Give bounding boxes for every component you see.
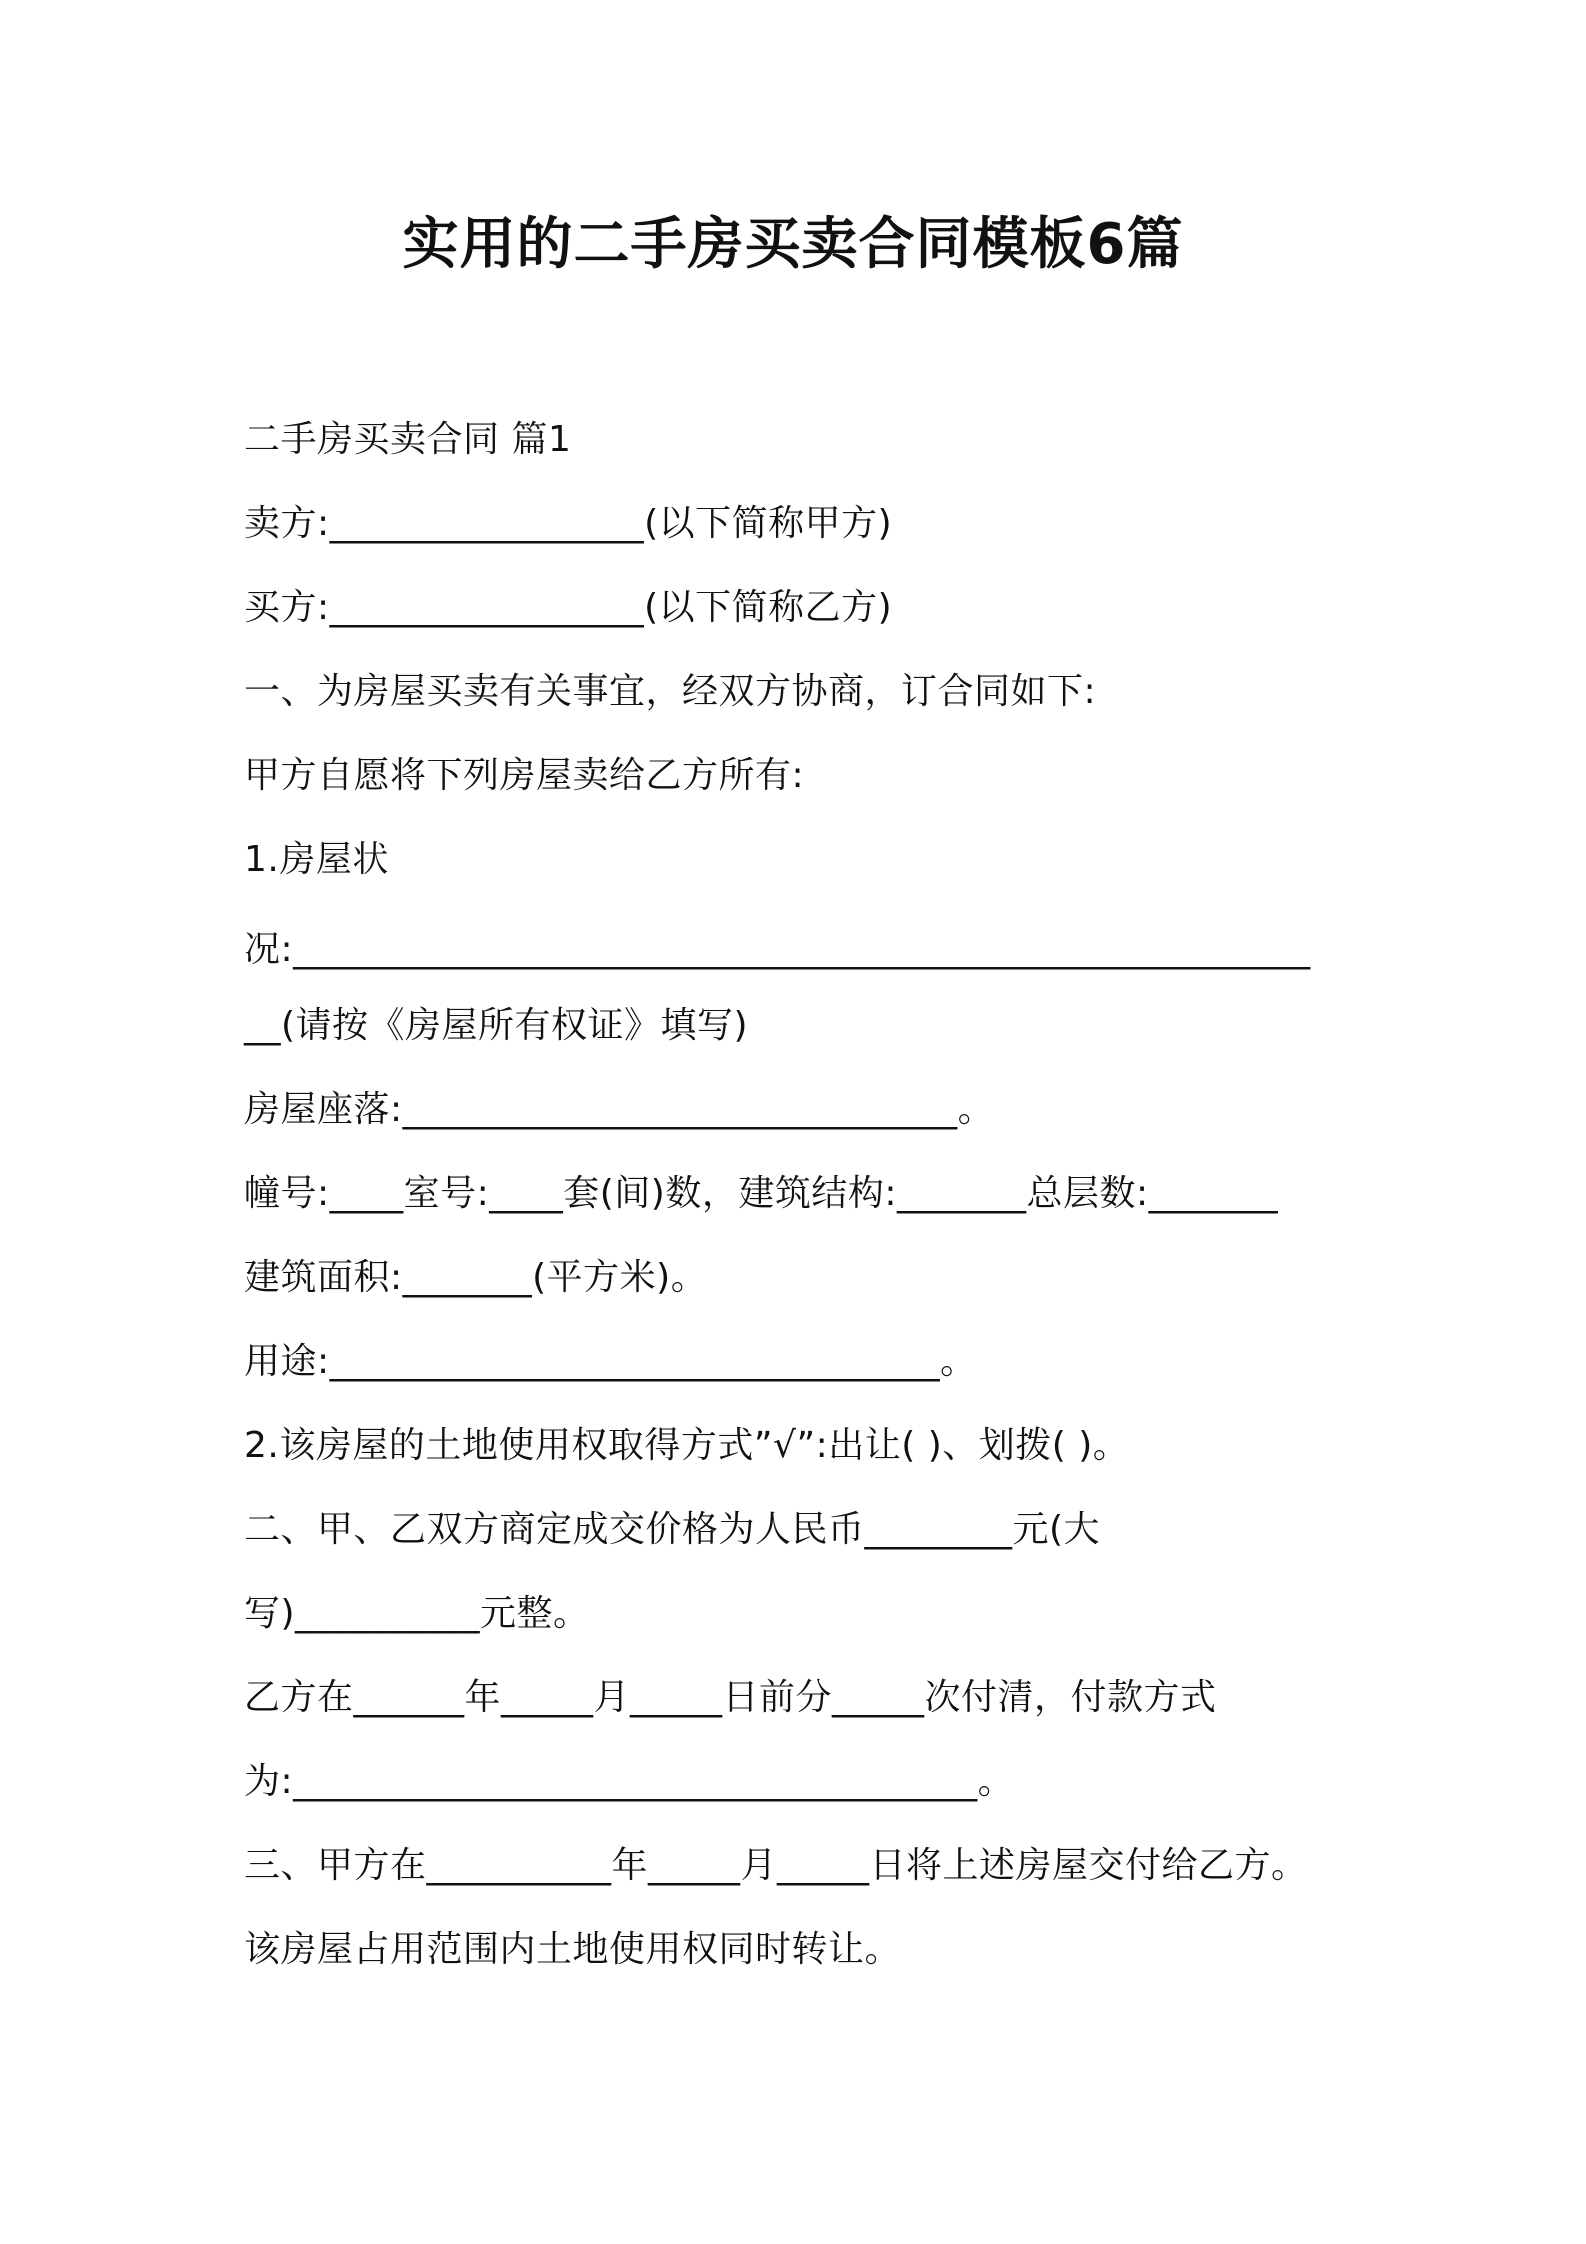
document-title: 实用的二手房买卖合同模板6篇 [402, 212, 1184, 277]
buyer-line: 买方:_________________(以下简称乙方) [244, 587, 893, 628]
price-line: 二、甲、乙双方商定成交价格为人民币________元(大 [244, 1509, 1101, 1550]
land-use-line: 2.该房屋的土地使用权取得方式”√”:出让( )、划拨( )。 [244, 1425, 1130, 1466]
clause-one-heading: 一、为房屋买卖有关事宜，经双方协商，订合同如下: [244, 671, 1097, 712]
price-uppercase-line: 写)__________元整。 [244, 1593, 590, 1634]
payment-line: 乙方在______年_____月_____日前分_____次付清，付款方式 [244, 1677, 1217, 1718]
house-status-blank: 况:_______________________________________________________ [244, 929, 1311, 970]
usage-line: 用途:_________________________________。 [244, 1341, 977, 1382]
seller-line: 卖方:_________________(以下简称甲方) [244, 503, 893, 544]
payment-method-line: 为:_____________________________________。 [244, 1761, 1015, 1802]
building-area-line: 建筑面积:_______(平方米)。 [244, 1257, 708, 1298]
house-status-note: __(请按《房屋所有权证》填写) [244, 1005, 749, 1046]
section-heading: 二手房买卖合同 篇1 [244, 419, 572, 460]
house-status-label: 1.房屋状 [244, 839, 389, 880]
building-info-line: 幢号:____室号:____套(间)数，建筑结构:_______总层数:_______ [244, 1173, 1279, 1214]
clause-text: 甲方自愿将下列房屋卖给乙方所有: [244, 755, 805, 796]
land-transfer-line: 该房屋占用范围内土地使用权同时转让。 [244, 1929, 902, 1970]
house-location-line: 房屋座落:______________________________。 [244, 1089, 995, 1130]
delivery-line: 三、甲方在__________年_____月_____日将上述房屋交付给乙方。 [244, 1845, 1308, 1886]
